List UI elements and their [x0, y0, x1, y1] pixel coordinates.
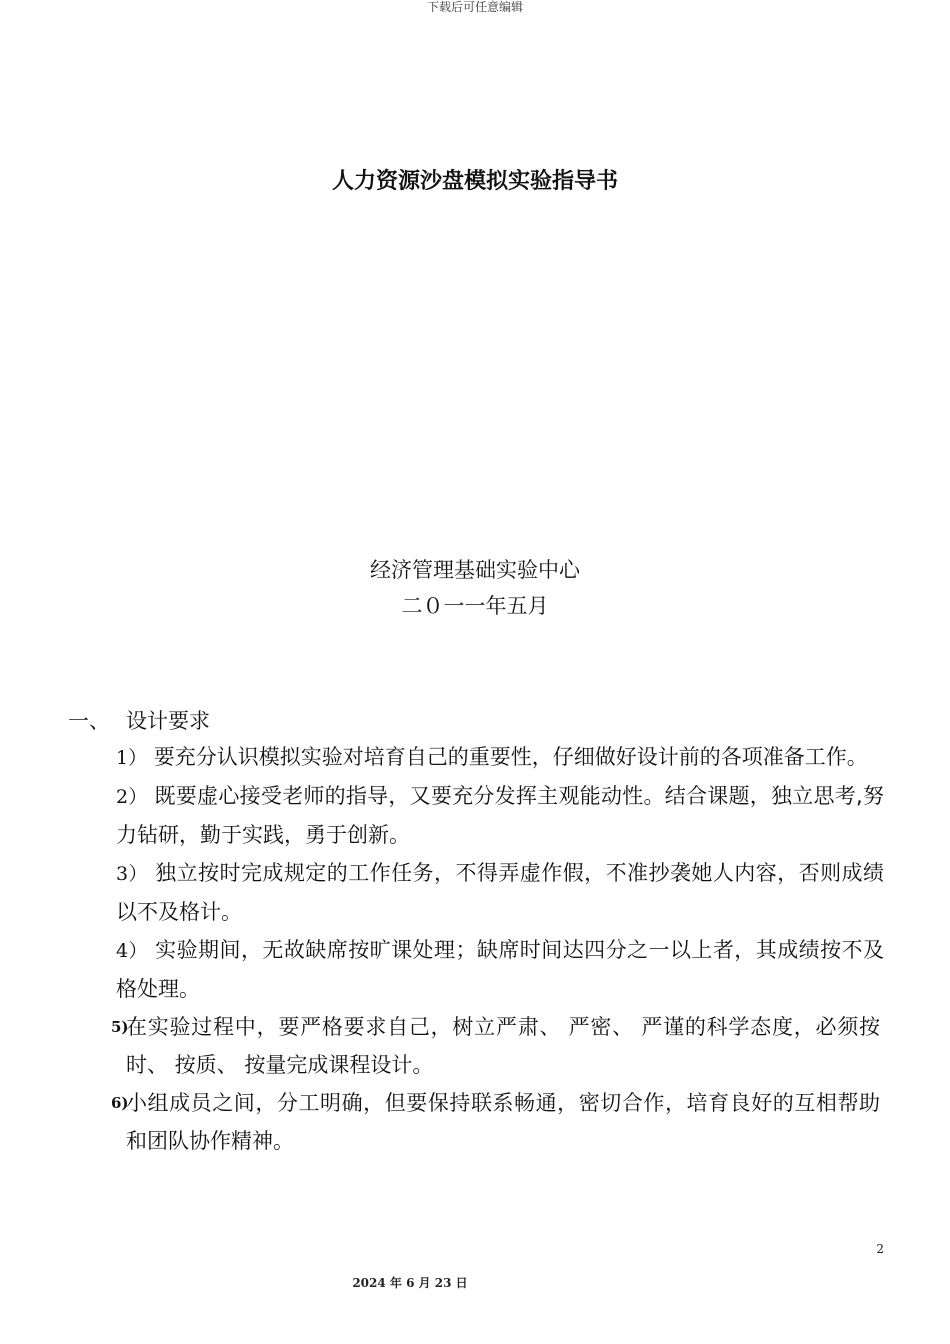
list-item-text: 小组成员之间，分工明确，但要保持联系畅通，密切合作，培育良好的互相帮助和团队协作精神。 — [126, 1091, 880, 1153]
list-item — [116, 854, 884, 931]
list-item — [112, 1008, 880, 1084]
list-item-marker: 2） — [116, 786, 148, 808]
organization-block — [0, 552, 950, 624]
list-item-text: 独立按时完成规定的工作任务，不得弄虚作假，不准抄袭她人内容，否则成绩以不及格计。 — [116, 861, 885, 924]
list-item-marker: 4） — [116, 940, 148, 962]
list-item — [116, 777, 884, 854]
list-item — [116, 931, 884, 1008]
document-title: 人力资源沙盘模拟实验指导书 — [331, 169, 618, 194]
list-item-text: 要充分认识模拟实验对培育自己的重要性，仔细做好设计前的各项准备工作。 — [153, 745, 868, 769]
requirements-list — [111, 738, 885, 1160]
list-item-marker: 3） — [116, 863, 148, 885]
list-item-text: 既要虚心接受老师的指导，又要充分发挥主观能动性。结合课题，独立思考,努力钻研，勤于实践，勇于创新。 — [116, 784, 884, 847]
section-title: 设计要求 — [126, 709, 210, 733]
footer-date: 2024 年 6 月 23 日 — [352, 1276, 468, 1290]
list-item-marker: 6) — [111, 1094, 129, 1112]
organization-name: 经济管理基础实验中心 — [370, 558, 580, 582]
list-item — [116, 738, 884, 777]
page-number: 2 — [876, 1242, 884, 1256]
list-item-marker: 5) — [111, 1018, 129, 1036]
list-item-text: 实验期间，无故缺席按旷课处理；缺席时间达四分之一以上者，其成绩按不及格处理。 — [116, 938, 885, 1001]
section-heading — [68, 704, 210, 738]
section-number: 一、 — [68, 709, 110, 733]
list-item — [112, 1084, 880, 1160]
list-item-marker: 1） — [116, 747, 148, 769]
list-item-text: 在实验过程中，要严格要求自己，树立严肃、 严密、 严谨的科学态度，必须按时、 按质、 按量完成课程设计。 — [126, 1015, 880, 1077]
header-note: 下载后可任意编辑 — [426, 0, 523, 14]
publication-date: 二０一一年五月 — [401, 594, 549, 618]
